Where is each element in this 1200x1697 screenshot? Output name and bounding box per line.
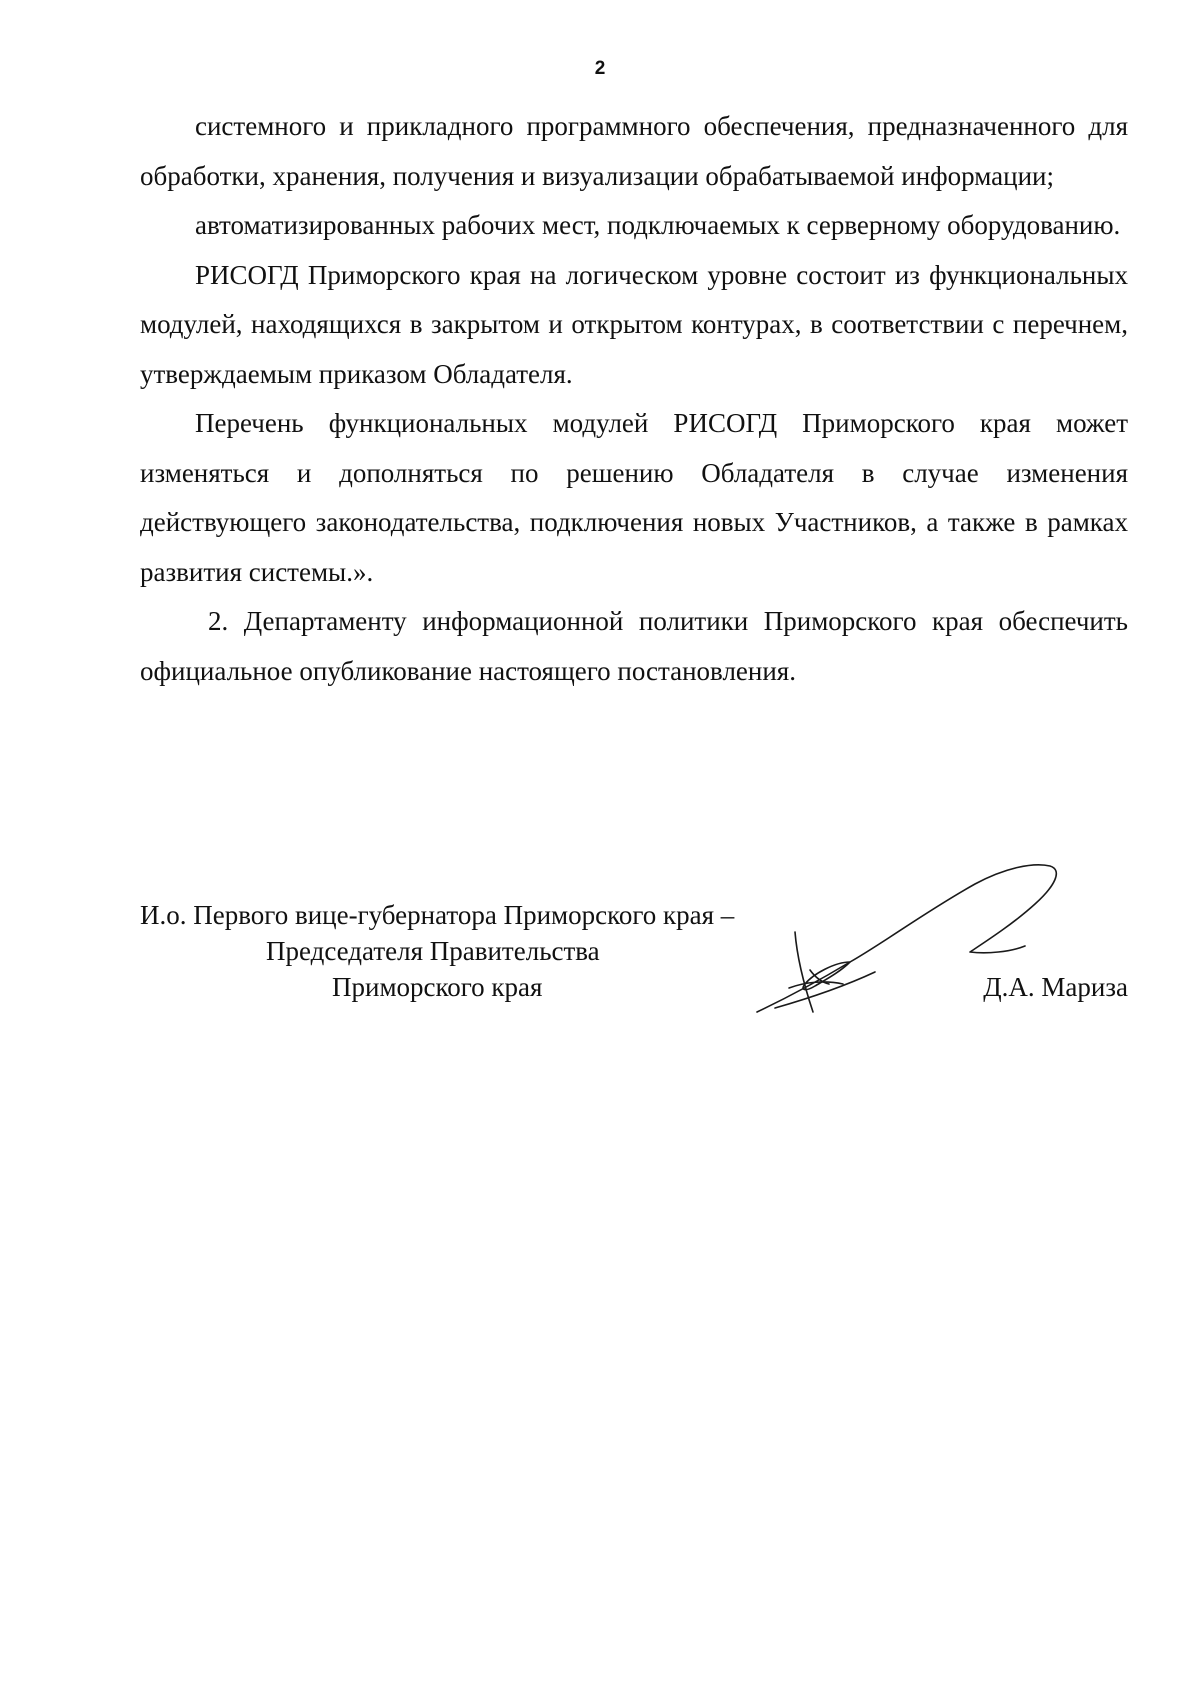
paragraph-software: системного и прикладного программного обеспечения, предназначенного для обработки, хранения, получения и визуализации обрабатываемой информации;: [140, 111, 1128, 191]
paragraph-module-list: Перечень функциональных модулей РИСОГД Приморского края может изменяться и дополняться по решению Обладателя в случае изменения действующего законодательства, подключения новых Участников, а также в рамках развития системы.».: [140, 408, 1128, 587]
signatory-title-line3: Приморского края: [332, 972, 543, 1002]
document-body: [140, 102, 1128, 696]
paragraph-logical-level: РИСОГД Приморского края на логическом уровне состоит из функциональных модулей, находящихся в закрытом и открытом контурах, в соответствии с перечнем, утверждаемым приказом Обладателя.: [140, 259, 1128, 389]
signatory-title-line1: И.о. Первого вице-губернатора Приморского края –: [140, 900, 735, 930]
paragraph-item-2: 2. Департаменту информационной политики Приморского края обеспечить официальное опубликование настоящего постановления.: [140, 606, 1128, 686]
signatory-title-line2: Председателя Правительства: [266, 936, 600, 966]
signatory-name: Д.А. Мариза: [983, 972, 1128, 1002]
handwritten-signature-icon: [755, 862, 1085, 1022]
page-number: 2: [594, 58, 606, 79]
paragraph-workstations: автоматизированных рабочих мест, подключаемых к серверному оборудованию.: [195, 210, 1121, 240]
